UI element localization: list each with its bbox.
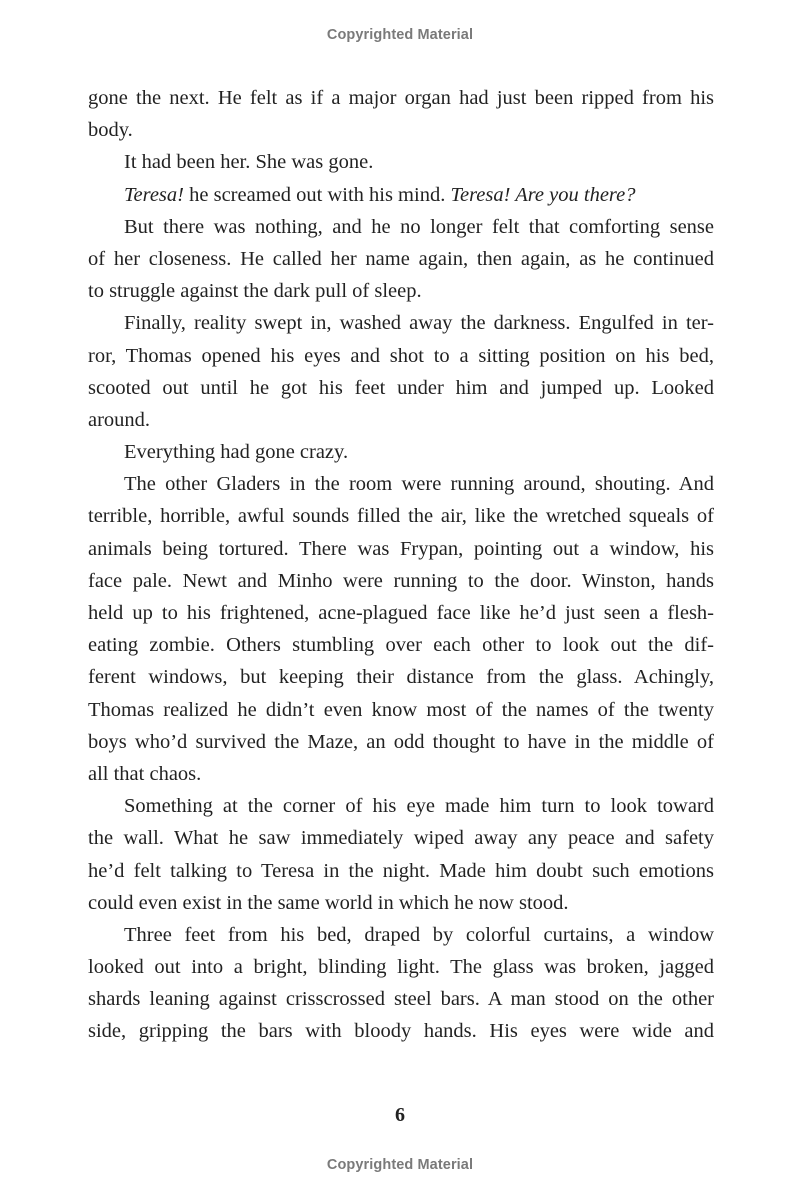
text-line: Something at the corner of his eye made him turn to look toward bbox=[124, 795, 714, 818]
text-line: Finally, reality swept in, washed away the darkness. Engulfed in ter- bbox=[124, 312, 714, 335]
text-line: ror, Thomas opened his eyes and shot to a sitting position on his bed, bbox=[88, 344, 714, 367]
page-body bbox=[88, 82, 714, 1048]
text-line: of her closeness. He called her name again, then again, as he continued bbox=[88, 247, 714, 270]
page-number: 6 bbox=[395, 1104, 405, 1126]
text-line: boys who’d survived the Maze, an odd thought to have in the middle of bbox=[88, 730, 714, 753]
text-line: Three feet from his bed, draped by colorful curtains, a window bbox=[124, 923, 714, 946]
text-line: Everything had gone crazy. bbox=[124, 441, 349, 464]
text-line: scooted out until he got his feet under him and jumped up. Looked bbox=[88, 376, 714, 399]
text-line: to struggle against the dark pull of sleep. bbox=[88, 280, 422, 303]
text-line: held up to his frightened, acne-plagued face like he’d just seen a flesh- bbox=[88, 602, 714, 624]
text-line: But there was nothing, and he no longer felt that comforting sense bbox=[124, 215, 714, 238]
text-line: eating zombie. Others stumbling over each other to look out the dif- bbox=[88, 634, 714, 657]
text-line: he’d felt talking to Teresa in the night. Made him doubt such emotions bbox=[88, 859, 714, 882]
text-line: gone the next. He felt as if a major organ had just been ripped from his bbox=[88, 87, 714, 109]
text-line: around. bbox=[88, 408, 151, 431]
text-line: animals being tortured. There was Frypan, pointing out a window, his bbox=[88, 537, 714, 560]
copyright-watermark-top: Copyrighted Material bbox=[326, 27, 474, 43]
text-line: terrible, horrible, awful sounds filled the air, like the wretched squeals of bbox=[88, 505, 714, 528]
copyright-watermark-bottom: Copyrighted Material bbox=[326, 1157, 474, 1173]
text-line: ferent windows, but keeping their distance from the glass. Achingly, bbox=[88, 666, 714, 689]
text-line: shards leaning against crisscrossed steel bars. A man stood on the other bbox=[88, 988, 714, 1011]
text-line: It had been her. She was gone. bbox=[124, 151, 374, 174]
text-line bbox=[88, 179, 714, 211]
text-line: could even exist in the same world in which he now stood. bbox=[88, 891, 569, 914]
text-line: The other Gladers in the room were running around, shouting. And bbox=[124, 473, 714, 496]
text-line: side, gripping the bars with bloody hands. His eyes were wide and bbox=[88, 1020, 714, 1043]
narration: he screamed out with his mind. bbox=[184, 183, 451, 206]
text-line: Thomas realized he didn’t even know most of the names of the twenty bbox=[88, 698, 714, 721]
text-line: face pale. Newt and Minho were running to the door. Winston, hands bbox=[88, 569, 714, 592]
text-line: looked out into a bright, blinding light. The glass was broken, jagged bbox=[88, 956, 714, 979]
italic-thought: Teresa! bbox=[124, 183, 184, 206]
text-line: all that chaos. bbox=[88, 762, 202, 785]
text-line: the wall. What he saw immediately wiped away any peace and safety bbox=[88, 827, 714, 850]
italic-thought: Teresa! Are you there? bbox=[450, 183, 636, 206]
text-line: body. bbox=[88, 119, 133, 142]
